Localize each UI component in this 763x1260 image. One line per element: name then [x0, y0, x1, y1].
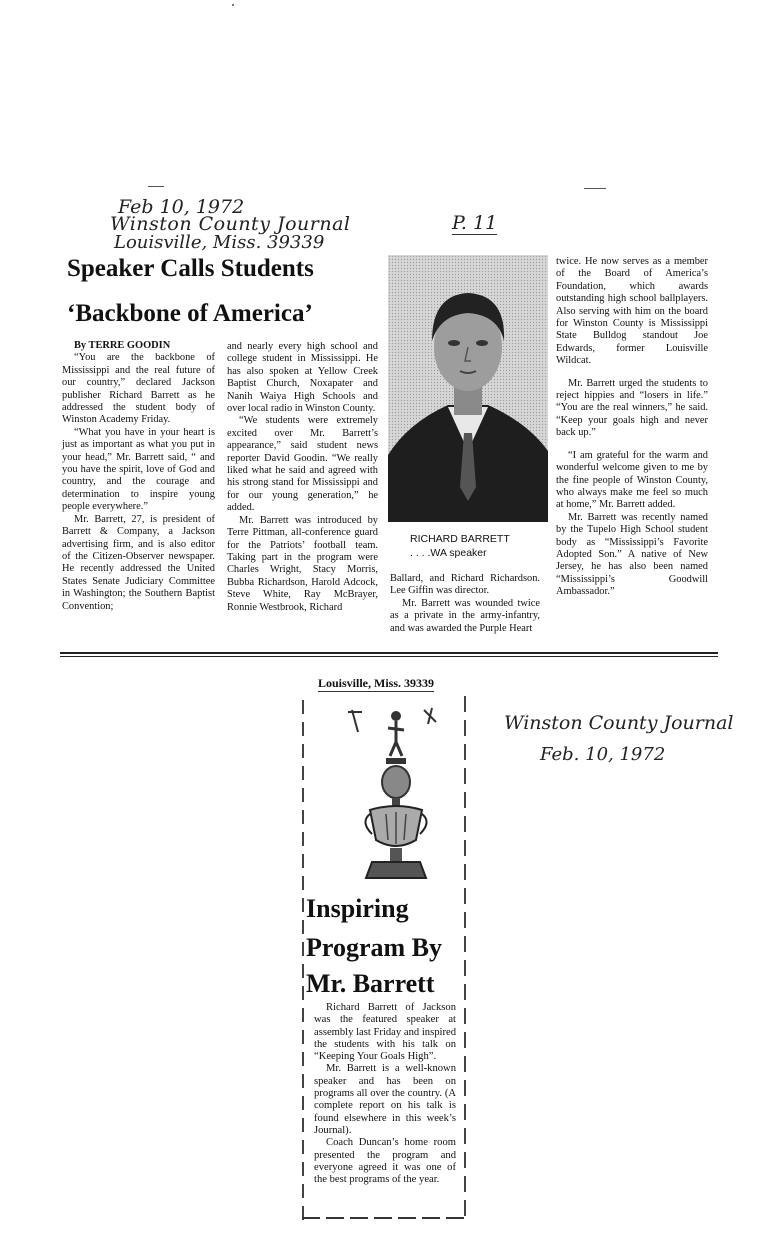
clipping-bottom-rule [60, 652, 718, 654]
portrait-image [388, 255, 548, 522]
handwritten-date: Feb 10, 1972 [118, 196, 245, 218]
paragraph: Ballard, and Richard Richardson. Lee Giffin was director. [390, 573, 540, 597]
headline-line-3: Mr. Barrett [306, 969, 435, 998]
headline-line-2: Program By [306, 933, 442, 962]
handwritten-location: Louisville, Miss. 39339 [114, 232, 325, 253]
article-column-2 [227, 341, 378, 614]
headline-line-1: Inspiring [306, 894, 409, 923]
paragraph: Mr. Barrett was recently named by the Tupelo High School student body as “Mississippi’s Favorite Adopted Son.” A native of New Jersey, he has also been named “Mississippi’s Goodwill Ambassador.” [556, 511, 708, 598]
paragraph: Mr. Barrett, 27, is president of Barrett & Company, a Jackson advertising firm, and is also editor of the Citizen-Observer newspaper. He recently addressed the United States Senate Judiciary Committee in Washington; the Southern Baptist Convention; [62, 513, 215, 612]
handwritten-date-2: Feb. 10, 1972 [540, 744, 666, 765]
clipping-border-left [302, 700, 304, 1226]
paragraph: Coach Duncan’s home room presented the program and everyone agreed it was one of the best programs of the year. [314, 1137, 456, 1186]
paragraph: “We students were extremely excited over Mr. Barrett’s appearance,” said student news reporter David Goodin. “We really liked what he said and agreed with his strong stand for Mississippi and for our young generation,” he added. [227, 415, 378, 514]
scan-mark [584, 188, 606, 189]
byline: By TERRE GOODIN [74, 340, 171, 351]
top-speck [232, 4, 234, 6]
handwritten-publication: Winston County Journal [110, 213, 351, 235]
clipping-bottom-rule [60, 656, 718, 657]
portrait-photo [388, 255, 548, 522]
story-body [314, 1002, 456, 1186]
paragraph: “What you have in your heart is just as important as what you put in your head,” Mr. Barrett said, “ and you have the spirit, love of God and country, and the courage and determination to inspire young people everywhere.” [62, 426, 215, 513]
paragraph: “I am grateful for the warm and wonderful welcome given to me by the fine people of Winston County, who always make me feel so much at home,” Mr. Barrett added. [556, 449, 708, 511]
clipping-bottom-edge [302, 1217, 464, 1219]
article-column-4 [556, 256, 708, 599]
paragraph: Mr. Barrett was wounded twice as a private in the army-infantry, and was awarded the Purple Heart [390, 597, 540, 634]
paragraph: Mr. Barrett is a well-known speaker and has been on programs all over the country. (A complete report on his talk is found elsewhere in this week’s Journal). [314, 1063, 456, 1136]
photo-caption-role: . . . .WA speaker [410, 547, 487, 559]
handwritten-publication-2: Winston County Journal [504, 712, 734, 734]
dateline: Louisville, Miss. 39339 [318, 676, 435, 690]
photo-caption-name: RICHARD BARRETT [410, 533, 510, 545]
paragraph: Mr. Barrett was introduced by Terre Pittman, all-conference guard for the Patriots’ football team. Taking part in the program were Charles Wright, Stacy Morris, Bubba Richardson, Harold Adcock, Steve White, Ray McBrayer, Ronnie Westbrook, Richard [227, 514, 378, 613]
paragraph: Mr. Barrett urged the students to reject hippies and “losers in life.” “You are the real winners,” he said. “Keep your goals high and never back up.” [556, 377, 708, 439]
paragraph: “You are the backbone of Mississippi and the real future of our country,” declared Jackson publisher Richard Barrett as he addressed the student body of Winston Academy Friday. [62, 352, 215, 426]
headline-line-2: ‘Backbone of America’ [67, 300, 313, 327]
handwritten-page: P. 11 [452, 212, 498, 234]
second-clipping [296, 672, 484, 1228]
trophy-illustration [336, 702, 456, 892]
headline-line-1: Speaker Calls Students [67, 255, 314, 282]
paragraph: and nearly every high school and college student in Mississippi. He has also spoken at Yellow Creek Baptist Church, Noxapater and Nanih Waiya High Schools and over local radio in Winston County. [227, 341, 378, 415]
clipping-border-right [464, 696, 466, 1216]
article-column-1 [62, 340, 215, 613]
article-column-3 [390, 573, 540, 635]
paragraph: twice. He now serves as a member of the Board of America’s Foundation, which awards outstanding high school ballplayers. Also serving with him on the board for Winston County is Mississippi State Bulldog standout Joe Edwards, former Louisville Wildcat. [556, 256, 708, 367]
paragraph: Richard Barrett of Jackson was the featured speaker at assembly last Friday and inspired the students with his talk on “Keeping Your Goals High”. [314, 1002, 456, 1063]
scan-mark [148, 186, 164, 187]
